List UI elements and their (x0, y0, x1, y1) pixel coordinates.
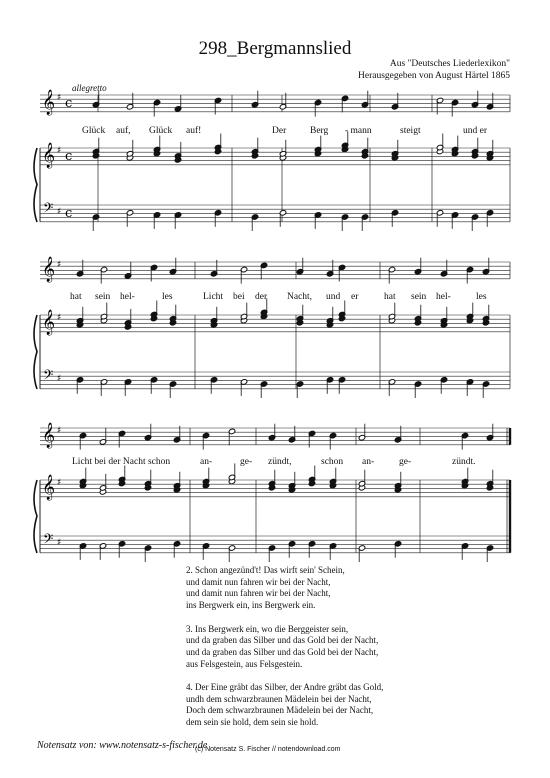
lyric-syllable: steigt (400, 126, 421, 136)
lyric-syllable: Nacht, (287, 292, 313, 302)
treble-clef: 𝄞 (42, 310, 56, 335)
key-signature-sharp: ♯ (57, 207, 62, 217)
verse-line: 3. Ins Bergwerk ein, wo die Berggeister sein, (186, 623, 349, 634)
key-signature-sharp: ♯ (57, 260, 62, 270)
lyric-syllable: auf, (116, 126, 131, 136)
verse-line: undh dem schwarzbraunen Mädelein bei der Nacht, (186, 693, 372, 704)
lyric-syllable: Berg (310, 126, 329, 136)
lyric-syllable: er (351, 292, 359, 302)
verse-2 (186, 565, 383, 612)
verse-4 (186, 682, 383, 729)
key-signature-sharp: ♯ (57, 146, 62, 156)
lyric-syllable: ge- (399, 457, 412, 467)
verse-line: dem sein sie hold, dem sein sie hold. (186, 717, 319, 728)
lyric-syllable: Licht bei der Nacht schon (72, 457, 171, 467)
verse-line: und damit nun fahren wir bei der Nacht, (186, 588, 331, 599)
lyric-syllable: sein (95, 292, 111, 302)
verse-line: 2. Schon angezünd't! Das wirft sein' Schein, (186, 565, 345, 575)
tempo-marking: allegretto (72, 83, 107, 93)
lyric-syllable: zündt, (268, 457, 292, 467)
lyric-syllable: les (162, 292, 173, 302)
source-info (358, 58, 510, 82)
lyric-syllable: - mann (345, 126, 372, 136)
treble-clef: 𝄞 (42, 90, 56, 115)
additional-verses (186, 565, 383, 741)
lyric-syllable: der (255, 292, 268, 302)
piano-brace (34, 148, 37, 222)
piano-brace (34, 480, 37, 553)
verse-line: und damit nun fahren wir bei der Nacht, (186, 576, 331, 587)
verse-line: und da graben das Silber und das Gold bei der Nacht, (186, 635, 379, 646)
bass-clef: 𝄢 (43, 531, 54, 550)
source-line-1: Aus "Deutsches Liederlexikon" (389, 59, 510, 69)
lyric-syllable: auf! (186, 126, 202, 136)
time-signature: c (65, 149, 73, 164)
lyric-syllable: hel- (120, 292, 135, 302)
source-line-2: Herausgegeben von August Härtel 1865 (358, 71, 510, 81)
time-signature: c (65, 206, 73, 221)
bass-clef: 𝄢 (43, 200, 54, 219)
verse-line: und da graben das Silber und das Gold bei der Nacht, (186, 646, 379, 657)
key-signature-sharp: ♯ (57, 538, 62, 548)
lyric-syllable: Licht (203, 292, 224, 302)
footer-copyright: (c) Notensatz S. Fischer // notendownload.com (195, 746, 341, 753)
key-signature-sharp: ♯ (57, 374, 62, 384)
lyric-syllable: les (476, 292, 487, 302)
verse-line: 4. Der Eine gräbt das Silber, der Andre gräbt das Gold, (186, 682, 384, 692)
lyric-syllable: an- (362, 457, 375, 467)
time-signature: c (65, 96, 73, 111)
lyric-syllable: und er (463, 126, 488, 136)
lyric-syllable: an- (200, 457, 213, 467)
lyric-syllable: hel- (436, 292, 451, 302)
verse-line: Doch dem schwarzbraunen Mädelein bei der Nacht, (186, 705, 374, 716)
lyric-syllable: hat (70, 292, 82, 302)
key-signature-sharp: ♯ (57, 93, 62, 103)
lyric-syllable: Der (272, 126, 287, 136)
lyric-syllable: zündt. (452, 457, 476, 467)
page-title: 298_Bergmannslied (198, 38, 352, 59)
verse-line: aus Felsgestein, aus Felsgestein. (186, 658, 303, 669)
lyric-syllable: und (326, 292, 341, 302)
key-signature-sharp: ♯ (57, 478, 62, 488)
treble-clef: 𝄞 (42, 143, 56, 168)
treble-clef: 𝄞 (42, 257, 56, 282)
treble-clef: 𝄞 (42, 475, 56, 500)
lyric-syllable: ge- (240, 457, 253, 467)
verse-3 (186, 624, 383, 671)
verse-line: ins Bergwerk ein, ins Bergwerk ein. (186, 600, 316, 611)
lyric-syllable: schon (321, 457, 344, 467)
key-signature-sharp: ♯ (57, 313, 62, 323)
lyric-syllable: Glück (149, 126, 173, 136)
treble-clef: 𝄞 (42, 423, 56, 448)
piano-brace (34, 315, 37, 389)
lyric-syllable: bei (233, 292, 245, 302)
lyric-syllable: sein (411, 292, 427, 302)
lyric-syllable: hat (384, 292, 396, 302)
lyric-syllable: Glück (82, 126, 106, 136)
footer-credit: Notensatz von: www.notensatz-s-fischer.de (37, 740, 208, 751)
key-signature-sharp: ♯ (57, 426, 62, 436)
bass-clef: 𝄢 (43, 367, 54, 386)
